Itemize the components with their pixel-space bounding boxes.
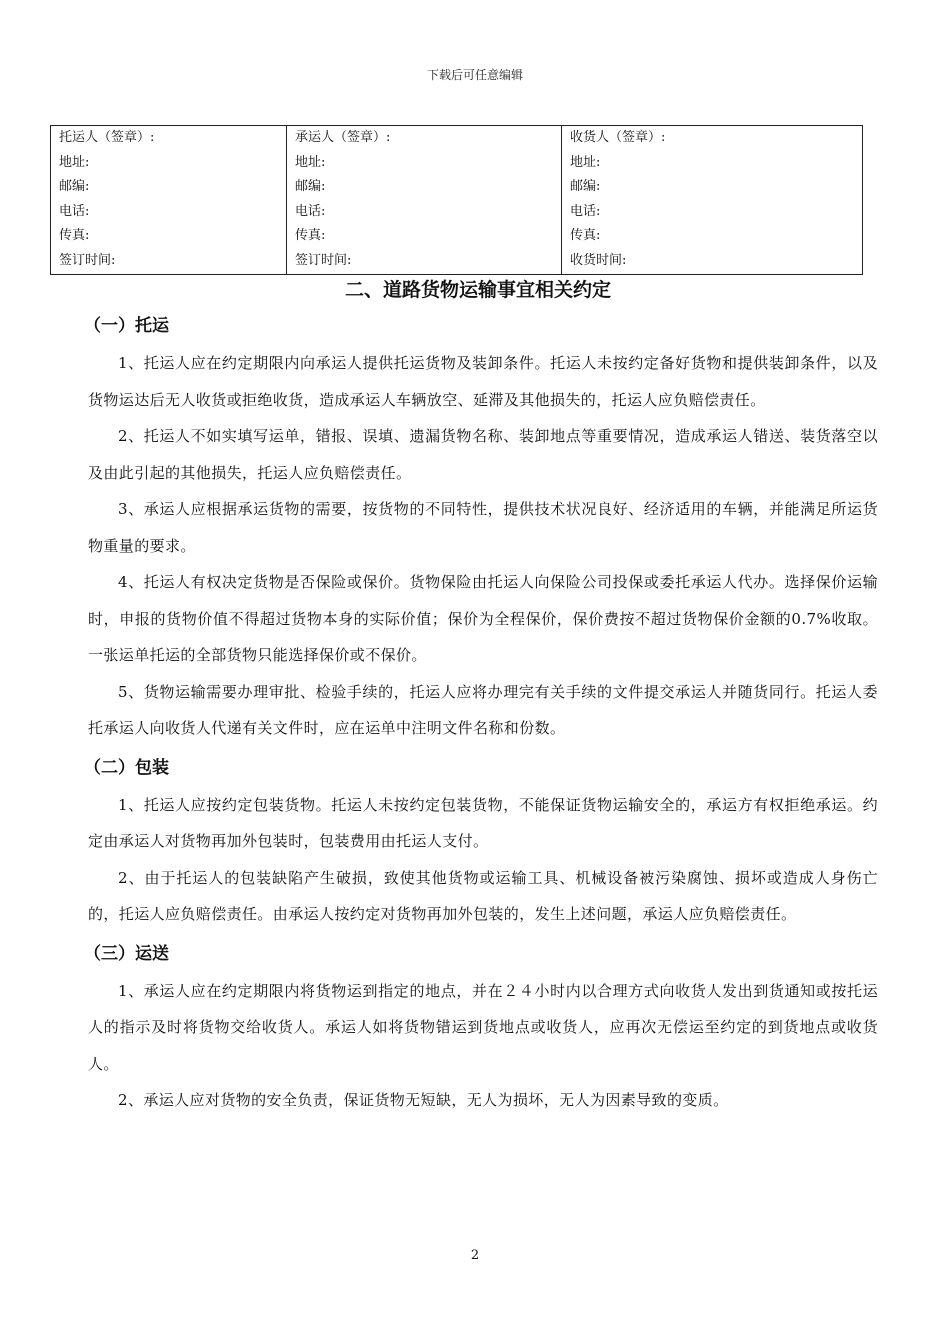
table-cell: 承运人（签章）: bbox=[295, 130, 391, 145]
section-heading-consignment: （一）托运 bbox=[84, 316, 169, 336]
table-cell: 电话: bbox=[59, 203, 90, 219]
table-cell: 地址: bbox=[59, 154, 90, 170]
table-cell: 邮编: bbox=[295, 179, 326, 195]
section-title: 二、道路货物运输事宜相关约定 bbox=[344, 279, 611, 301]
consignee-column bbox=[562, 126, 863, 275]
table-cell: 邮编: bbox=[570, 179, 601, 195]
table-cell: 签订时间: bbox=[59, 252, 116, 268]
page-number: 2 bbox=[470, 1248, 480, 1263]
paragraph: 3、承运人应根据承运货物的需要，按货物的不同特性，提供技术状况良好、经济适用的车辆，并能满足所运货物重量的要求。 bbox=[88, 500, 878, 555]
paragraph: 5、货物运输需要办理审批、检验手续的，托运人应将办理完有关手续的文件提交承运人并随货同行。托运人委托承运人向收货人代递有关文件时，应在运单中注明文件名称和份数。 bbox=[88, 682, 878, 737]
table-cell: 收货时间: bbox=[570, 252, 627, 268]
section-heading-packaging: （二）包装 bbox=[84, 757, 169, 778]
table-cell: 邮编: bbox=[59, 179, 90, 195]
paragraph: 1、承运人应在约定期限内将货物运到指定的地点，并在２４小时内以合理方式向收货人发出到货通知或按托运人的指示及时将货物交给收货人。承运人如将货物错运到货地点或收货人，应再次无偿运至约定的到货地点或收货人。 bbox=[88, 981, 878, 1073]
table-cell: 传真: bbox=[570, 228, 601, 244]
table-cell: 电话: bbox=[295, 203, 326, 219]
page-header: 下载后可任意编辑 bbox=[426, 68, 523, 82]
paragraph: 1、托运人应按约定包装货物。托运人未按约定包装货物，不能保证货物运输安全的，承运方有权拒绝承运。约定由承运人对货物再加外包装时，包装费用由托运人支付。 bbox=[88, 795, 878, 850]
shipper-column bbox=[51, 126, 287, 275]
table-cell: 托运人（签章）: bbox=[59, 130, 155, 145]
table-cell: 收货人（签章）: bbox=[570, 130, 666, 145]
table-cell: 签订时间: bbox=[295, 252, 352, 268]
carrier-column bbox=[287, 126, 562, 275]
table-cell: 传真: bbox=[295, 228, 326, 244]
table-cell: 电话: bbox=[570, 203, 601, 219]
table-cell: 地址: bbox=[570, 154, 601, 170]
table-cell: 传真: bbox=[59, 228, 90, 244]
document-body bbox=[84, 275, 878, 1119]
paragraph: 4、托运人有权决定货物是否保险或保价。货物保险由托运人向保险公司投保或委托承运人代办。选择保价运输时，申报的货物价值不得超过货物本身的实际价值；保价为全程保价，保价费按不超过货物保价金额的0.7%收取。一张运单托运的全部货物只能选择保价或不保价。 bbox=[88, 573, 878, 664]
paragraph: 2、由于托运人的包装缺陷产生破损，致使其他货物或运输工具、机械设备被污染腐蚀、损坏或造成人身伤亡的，托运人应负赔偿责任。由承运人按约定对货物再加外包装的，发生上述问题，承运人应负赔偿责任。 bbox=[88, 868, 878, 923]
party-signature-table bbox=[50, 125, 863, 275]
section-heading-transport: （三）运送 bbox=[84, 943, 169, 964]
paragraph: 1、托运人应在约定期限内向承运人提供托运货物及装卸条件。托运人未按约定备好货物和提供装卸条件，以及货物运达后无人收货或拒绝收货，造成承运人车辆放空、延滞及其他损失的，托运人应负赔偿责任。 bbox=[88, 354, 878, 409]
paragraph: 2、承运人应对货物的安全负责，保证货物无短缺，无人为损坏，无人为因素导致的变质。 bbox=[118, 1091, 729, 1109]
table-cell: 地址: bbox=[295, 154, 326, 170]
paragraph: 2、托运人不如实填写运单，错报、误填、遗漏货物名称、装卸地点等重要情况，造成承运人错送、装货落空以及由此引起的其他损失，托运人应负赔偿责任。 bbox=[88, 427, 878, 482]
